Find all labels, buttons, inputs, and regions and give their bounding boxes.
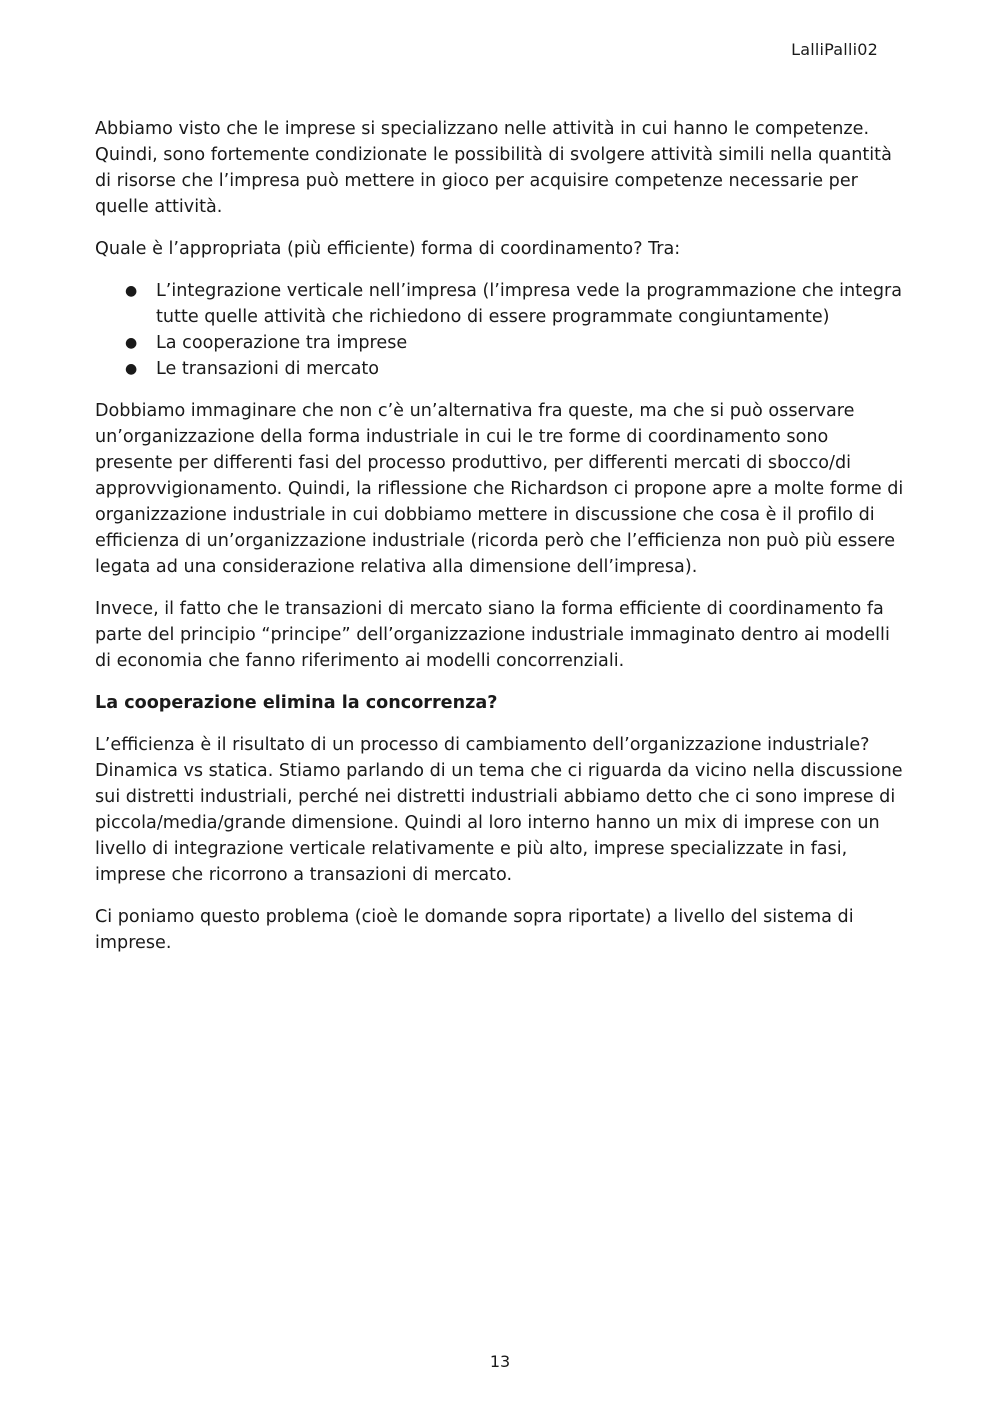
section-heading: La cooperazione elimina la concorrenza? xyxy=(95,693,498,713)
page-number: 13 xyxy=(489,1352,511,1371)
paragraph-richardson: Dobbiamo immaginare che non c’è un’alternativa fra queste, ma che si può osservare un’organizzazione della forma industriale in cui le tre forme di coordinamento sono presente per differenti fasi del processo produttivo, per differenti mercati di sbocco/di approvvigionamento. Quindi, la riflessione che Richardson ci propone apre a molte forme di organizzazione industriale in cui dobbiamo mettere in discussione che cosa è il profilo di efficienza di un’organizzazione industriale (ricorda però che l’efficienza non può più essere legata ad una considerazione relativa alla dimensione dell’impresa). xyxy=(95,401,904,577)
list-item-text: La cooperazione tra imprese xyxy=(156,333,408,353)
list-item xyxy=(95,356,905,382)
paragraph-specializzazione: Abbiamo visto che le imprese si specializzano nelle attività in cui hanno le competenze. Quindi, sono fortemente condizionate le possibilità di svolgere attività simili nella quantità di risorse che l’impresa può mettere in gioco per acquisire competenze necessarie per quelle attività. xyxy=(95,119,892,217)
document-body xyxy=(95,116,905,972)
paragraph-transazioni-mercato: Invece, il fatto che le transazioni di mercato siano la forma efficiente di coordinamento fa parte del principio “principe” dell’organizzazione industriale immaginato dentro ai modelli di economia che fanno riferimento ai modelli concorrenziali. xyxy=(95,599,890,671)
coordination-forms-list xyxy=(95,278,905,382)
list-item-text: Le transazioni di mercato xyxy=(156,359,380,379)
paragraph-efficienza: L’efficienza è il risultato di un processo di cambiamento dell’organizzazione industriale? Dinamica vs statica. Stiamo parlando di un tema che ci riguarda da vicino nella discussione sui distretti industriali, perché nei distretti industriali abbiamo detto che ci sono imprese di piccola/media/grande dimensione. Quindi al loro interno hanno un mix di imprese con un livello di integrazione verticale relativamente e più alto, imprese specializzate in fasi, imprese che ricorrono a transazioni di mercato. xyxy=(95,735,903,885)
paragraph-coordinamento-question: Quale è l’appropriata (più efficiente) forma di coordinamento? Tra: xyxy=(95,239,681,259)
list-item xyxy=(95,278,905,330)
list-item xyxy=(95,330,905,356)
bullet-icon: ● xyxy=(125,283,138,299)
paragraph-sistema-imprese: Ci poniamo questo problema (cioè le domande sopra riportate) a livello del sistema di imprese. xyxy=(95,907,854,953)
bullet-icon: ● xyxy=(125,361,138,377)
list-item-text: L’integrazione verticale nell’impresa (l’impresa vede la programmazione che integra tutte quelle attività che richiedono di essere programmate congiuntamente) xyxy=(156,281,903,327)
bullet-icon: ● xyxy=(125,335,138,351)
document-header: LalliPalli02 xyxy=(791,40,878,59)
